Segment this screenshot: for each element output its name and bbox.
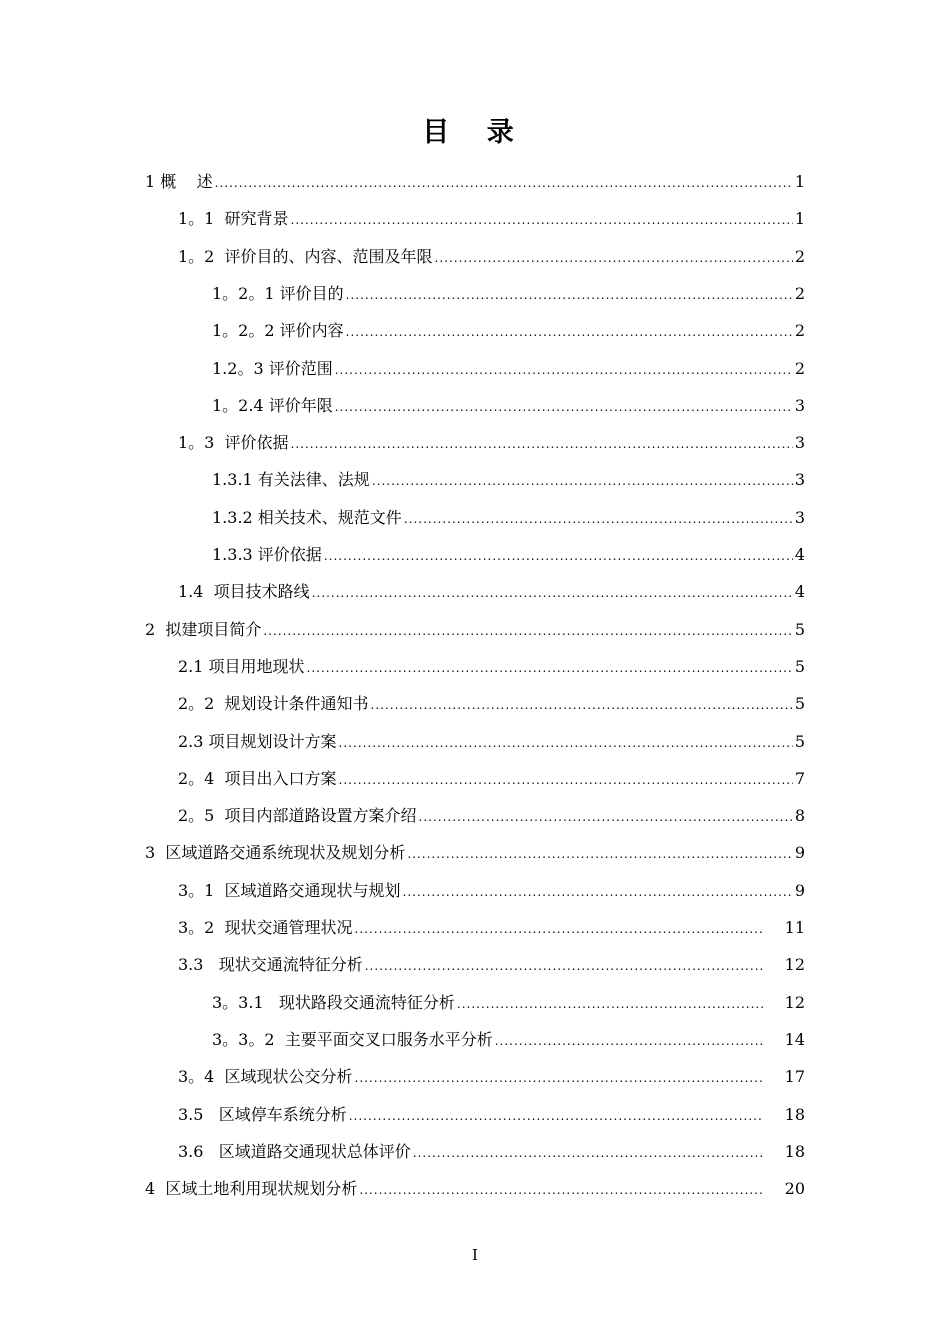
toc-entry[interactable]: [178, 574, 805, 610]
toc-entry[interactable]: [178, 201, 805, 237]
toc-dot-leader: [339, 725, 793, 761]
toc-dot-leader: [324, 538, 793, 574]
toc-entry[interactable]: [178, 1097, 805, 1133]
toc-entry-page: 3: [794, 395, 805, 415]
toc-dot-leader: [215, 165, 793, 201]
toc-entry[interactable]: [212, 1022, 805, 1058]
toc-dot-leader: [407, 836, 792, 872]
toc-entry-page: 3: [794, 507, 805, 527]
toc-entry-label: 1。2.4 评价年限: [212, 395, 333, 415]
toc-entry-page: 20: [784, 1179, 805, 1199]
toc-dot-leader: [403, 874, 793, 910]
toc-dot-leader: [335, 352, 793, 388]
toc-entry[interactable]: [212, 276, 805, 312]
toc-entry-label: 2.3 项目规划设计方案: [178, 731, 337, 751]
toc-entry-label: 1 概 述: [145, 172, 213, 191]
toc-entry-label: 1.3.3 评价依据: [212, 545, 322, 564]
toc-dot-leader: [335, 389, 793, 425]
toc-entry-page: 2: [794, 358, 805, 378]
toc-entry-page: 2: [794, 321, 805, 341]
toc-dot-leader: [457, 986, 763, 1022]
toc-dot-leader: [346, 277, 793, 313]
toc-dot-leader: [495, 1023, 763, 1059]
toc-dot-leader: [339, 762, 793, 798]
toc-dot-leader: [359, 1172, 762, 1208]
toc-entry-label: 1。2。2 评价内容: [212, 321, 344, 341]
toc-entry-page: 7: [794, 768, 805, 788]
page-number: I: [472, 1246, 478, 1264]
toc-entry-page: 4: [794, 582, 805, 602]
toc-entry-label: 1.3.2 相关技术、规范文件: [212, 507, 402, 527]
toc-dot-leader: [371, 687, 793, 723]
toc-entry-label: 3。4 区域现状公交分析: [178, 1067, 353, 1087]
toc-entry[interactable]: [145, 1171, 805, 1207]
toc-entry[interactable]: [145, 612, 805, 648]
toc-entry-label: 3。2 现状交通管理状况: [178, 918, 353, 937]
toc-entry-page: 12: [784, 955, 805, 975]
toc-entry[interactable]: [178, 724, 805, 760]
toc-entry-page: 3: [794, 433, 805, 453]
toc-entry-label: 3。3.1 现状路段交通流特征分析: [212, 992, 455, 1012]
toc-entry-label: 1.2。3 评价范围: [212, 358, 333, 378]
toc-entry[interactable]: [178, 873, 805, 909]
toc-entry-page: 9: [794, 880, 805, 900]
toc-dot-leader: [355, 911, 763, 947]
toc-entry-page: 2: [794, 246, 805, 266]
toc-entry-page: 2: [794, 283, 805, 303]
toc-dot-leader: [291, 202, 793, 238]
toc-entry[interactable]: [145, 835, 805, 871]
toc-entry-page: 3: [794, 470, 805, 490]
toc-entry[interactable]: [178, 649, 805, 685]
toc-entry[interactable]: [212, 388, 805, 424]
toc-entry-label: 4 区域土地利用现状规划分析: [145, 1179, 358, 1199]
toc-entry[interactable]: [178, 761, 805, 797]
toc-dot-leader: [365, 948, 763, 984]
toc-entry[interactable]: [178, 910, 805, 946]
toc-entry[interactable]: [178, 686, 805, 722]
toc-entry-page: 5: [794, 694, 805, 714]
toc-entry-label: 1.4 项目技术路线: [178, 582, 310, 602]
toc-dot-leader: [349, 1098, 763, 1134]
toc-entry-label: 3 区域道路交通系统现状及规划分析: [145, 843, 406, 863]
toc-dot-leader: [404, 501, 793, 537]
toc-entry-page: 8: [794, 806, 805, 826]
toc-entry[interactable]: [212, 313, 805, 349]
page-title: 目 录: [422, 117, 528, 148]
toc-entry-label: 1。3 评价依据: [178, 433, 289, 453]
toc-entry-page: 17: [784, 1067, 805, 1087]
toc-dot-leader: [435, 240, 793, 276]
toc-entry-label: 1。1 研究背景: [178, 209, 289, 229]
toc-dot-leader: [372, 463, 793, 499]
toc-entry-page: 11: [784, 918, 805, 937]
toc-entry-label: 3。3。2 主要平面交叉口服务水平分析: [212, 1029, 493, 1049]
toc-entry[interactable]: [178, 798, 805, 834]
toc-entry-label: 2.1 项目用地现状: [178, 656, 305, 676]
toc-dot-leader: [307, 650, 793, 686]
toc-dot-leader: [346, 314, 793, 350]
toc-entry-label: 1。2。1 评价目的: [212, 283, 344, 303]
toc-entry-label: 1.3.1 有关法律、法规: [212, 470, 370, 490]
toc-entry[interactable]: [178, 239, 805, 275]
toc-entry-page: 18: [784, 1141, 805, 1161]
toc-entry[interactable]: [178, 1134, 805, 1170]
toc-entry-label: 3.6 区域道路交通现状总体评价: [178, 1141, 411, 1161]
toc-entry-label: 2。5 项目内部道路设置方案介绍: [178, 806, 417, 826]
toc-entry-label: 2。2 规划设计条件通知书: [178, 694, 369, 714]
toc-entry-page: 5: [794, 656, 805, 676]
toc-entry-page: 1: [794, 172, 805, 191]
toc-entry[interactable]: [212, 462, 805, 498]
toc-entry[interactable]: [178, 947, 805, 983]
toc-entry-page: 4: [794, 545, 805, 564]
toc-entry-page: 9: [794, 843, 805, 863]
toc-entry-page: 14: [784, 1029, 805, 1049]
toc-entry-page: 18: [784, 1104, 805, 1124]
toc-entry[interactable]: [212, 500, 805, 536]
toc-entry-page: 5: [794, 731, 805, 751]
toc-entry[interactable]: [178, 1059, 805, 1095]
toc-dot-leader: [312, 575, 793, 611]
toc-entry-label: 2。4 项目出入口方案: [178, 768, 337, 788]
toc-dot-leader: [263, 613, 792, 649]
toc-entry-page: 12: [784, 992, 805, 1012]
toc-entry[interactable]: [212, 351, 805, 387]
toc-entry-label: 3.5 区域停车系统分析: [178, 1104, 347, 1124]
toc-entry-label: 3.3 现状交通流特征分析: [178, 955, 363, 975]
toc-dot-leader: [291, 426, 793, 462]
toc-entry[interactable]: [178, 425, 805, 461]
toc-dot-leader: [413, 1135, 763, 1171]
toc-entry-page: 1: [794, 209, 805, 229]
toc-entry[interactable]: [212, 985, 805, 1021]
toc-entry[interactable]: [145, 164, 805, 200]
toc-entry-label: 1。2 评价目的、内容、范围及年限: [178, 246, 433, 266]
toc-entry-label: 2 拟建项目简介: [145, 619, 262, 639]
toc-dot-leader: [419, 799, 793, 835]
toc-entry-page: 5: [794, 619, 805, 639]
toc-entry-label: 3。1 区域道路交通现状与规划: [178, 880, 401, 900]
toc-entry[interactable]: [212, 537, 805, 573]
toc-dot-leader: [355, 1060, 763, 1096]
